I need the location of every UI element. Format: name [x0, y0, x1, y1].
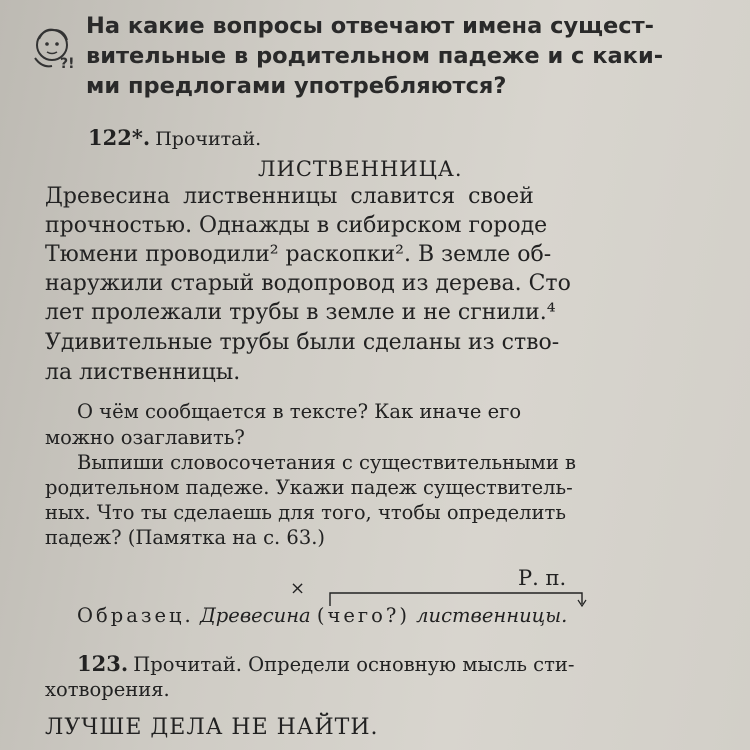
- sample-question: (чего?): [316, 604, 410, 627]
- task-line-1: Выпиши словосочетания с существительными в: [77, 451, 576, 474]
- poem-title: ЛУЧШЕ ДЕЛА НЕ НАЙТИ.: [45, 715, 379, 740]
- text-line-1: Древесина лиственницы славится своей: [45, 184, 534, 209]
- task-line-4: падеж? (Памятка на с. 63.): [45, 526, 326, 549]
- questions-line-1: О чём сообщается в тексте? Как иначе его: [77, 400, 522, 423]
- questions-line-2: можно озаглавить?: [45, 426, 245, 449]
- exercise-123-instruction-2: хотворения.: [45, 678, 170, 701]
- svg-text:?!: ?!: [60, 56, 75, 70]
- question-line-2: вительные в родительном падеже и с каки-: [86, 43, 664, 69]
- text-line-3: Тюмени проводили² раскопки². В земле об-: [45, 242, 552, 267]
- case-label: Р. п.: [518, 566, 567, 590]
- text-line-2: прочностью. Однажды в сибирском городе: [45, 213, 548, 238]
- question-line-1: На какие вопросы отвечают имена сущест-: [86, 13, 654, 39]
- sample-word-2: лиственницы.: [416, 604, 568, 627]
- task-line-3: ных. Что ты сделаешь для того, чтобы определить: [45, 501, 566, 524]
- exercise-122-number: 122*.: [88, 125, 151, 150]
- text-title: ЛИСТВЕННИЦА.: [258, 157, 463, 181]
- question-line-3: ми предлогами употребляются?: [86, 73, 507, 99]
- sample-label: Образец.: [77, 604, 194, 627]
- exercise-123-header: [77, 651, 574, 676]
- exercise-123-instruction-1: Прочитай. Определи основную мысль сти-: [133, 653, 575, 676]
- text-line-6: Удивительные трубы были сделаны из ство-: [45, 330, 560, 355]
- text-line-5: лет пролежали трубы в земле и не сгнили.⁴: [45, 300, 556, 325]
- exercise-122-instruction: Прочитай.: [155, 128, 262, 150]
- sample-line: [77, 604, 567, 627]
- task-line-2: родительном падеже. Укажи падеж существитель-: [45, 476, 573, 499]
- main-word-cross-mark: ×: [290, 578, 306, 599]
- sample-word-1: Древесина: [199, 604, 311, 627]
- text-line-4: наружили старый водопровод из дерева. Сто: [45, 271, 571, 296]
- text-line-7: ла лиственницы.: [45, 360, 241, 385]
- exercise-123-number: 123.: [77, 651, 129, 676]
